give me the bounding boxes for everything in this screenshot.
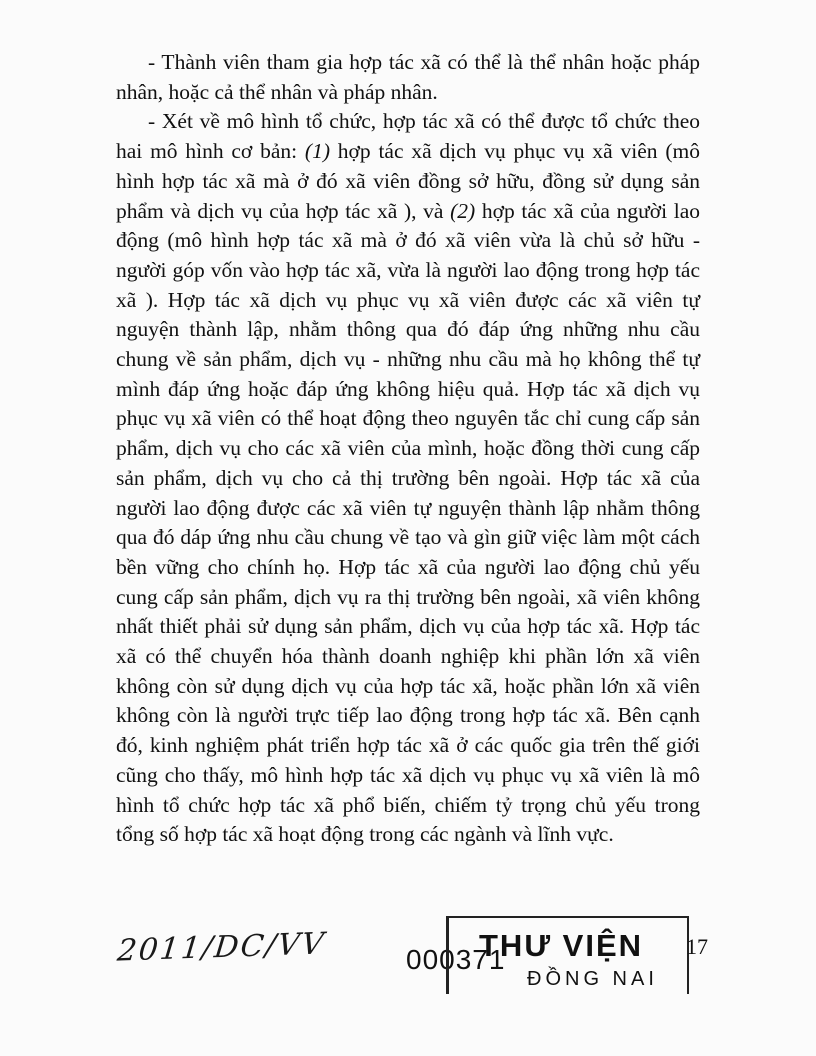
body-text [116,48,700,850]
paragraph-models-part-1: hợp tác xã dịch vụ phục vụ xã viên (mô hình hợp tác xã mà ở đó xã viên đồng sở hữu, đồng sử dụng sản phẩm và dịch vụ của hợp tác xã ), và [116,139,700,223]
paragraph-members: - Thành viên tham gia hợp tác xã có thể là thể nhân hoặc pháp nhân, hoặc cả thể nhân và pháp nhân. [116,50,700,104]
library-stamp [446,916,689,994]
model-marker-1: (1) [304,139,330,164]
stamp-accession-number: 000371 [406,944,506,975]
page-number: 17 [686,934,708,959]
handwritten-call-number: 2011/DC/VV [115,926,328,969]
paragraph-models [116,107,700,850]
stamp-title: THƯ VIỆN [479,928,644,963]
paragraph-models-intro: - Xét về mô hình tổ chức, hợp tác xã có thể được tổ chức theo hai mô hình cơ bản: [116,109,700,164]
model-marker-2: (2) [450,198,476,223]
stamp-subtitle: ĐỒNG NAI [527,968,658,990]
paragraph-models-part-2: hợp tác xã của người lao động (mô hình hợp tác xã mà ở đó xã viên vừa là chủ sở hữu - người góp vốn vào hợp tác xã, vừa là người lao động trong hợp tác xã ). Hợp tác xã dịch vụ phục vụ xã viên được các xã viên tự nguyện thành lập, nhằm thông qua đó đáp ứng những nhu cầu chung về sản phẩm, dịch vụ - những nhu cầu mà họ không thể tự mình đáp ứng hoặc đáp ứng không hiệu quả. Hợp tác xã dịch vụ phục vụ xã viên có thể hoạt động theo nguyên tắc chỉ cung cấp sản phẩm, dịch vụ cho các xã viên của mình, hoặc đồng thời cung cấp sản phẩm, dịch vụ cho cả thị trường bên ngoài. Hợp tác xã của người lao động được các xã viên tự nguyện thành lập nhằm thông qua đó dáp ứng nhu cầu chung về tạo và gìn giữ việc làm một cách bền vững cho chính họ. Hợp tác xã của người lao động chủ yếu cung cấp sản phẩm, dịch vụ ra thị trường bên ngoài, xã viên không nhất thiết phải sử dụng sản phẩm, dịch vụ của hợp tác xã. Hợp tác xã có thể chuyển hóa thành doanh nghiệp khi phần lớn xã viên không còn sử dụng dịch vụ của hợp tác xã, hoặc phần lớn xã viên không còn là người trực tiếp lao động trong hợp tác xã. Bên cạnh đó, kinh nghiệm phát triển hợp tác xã ở các quốc gia trên thế giới cũng cho thấy, mô hình hợp tác xã dịch vụ phục vụ xã viên là mô hình tổ chức hợp tác xã phổ biến, chiếm tỷ trọng chủ yếu trong tổng số hợp tác xã hoạt động trong các ngành và lĩnh vực. [116,198,700,847]
